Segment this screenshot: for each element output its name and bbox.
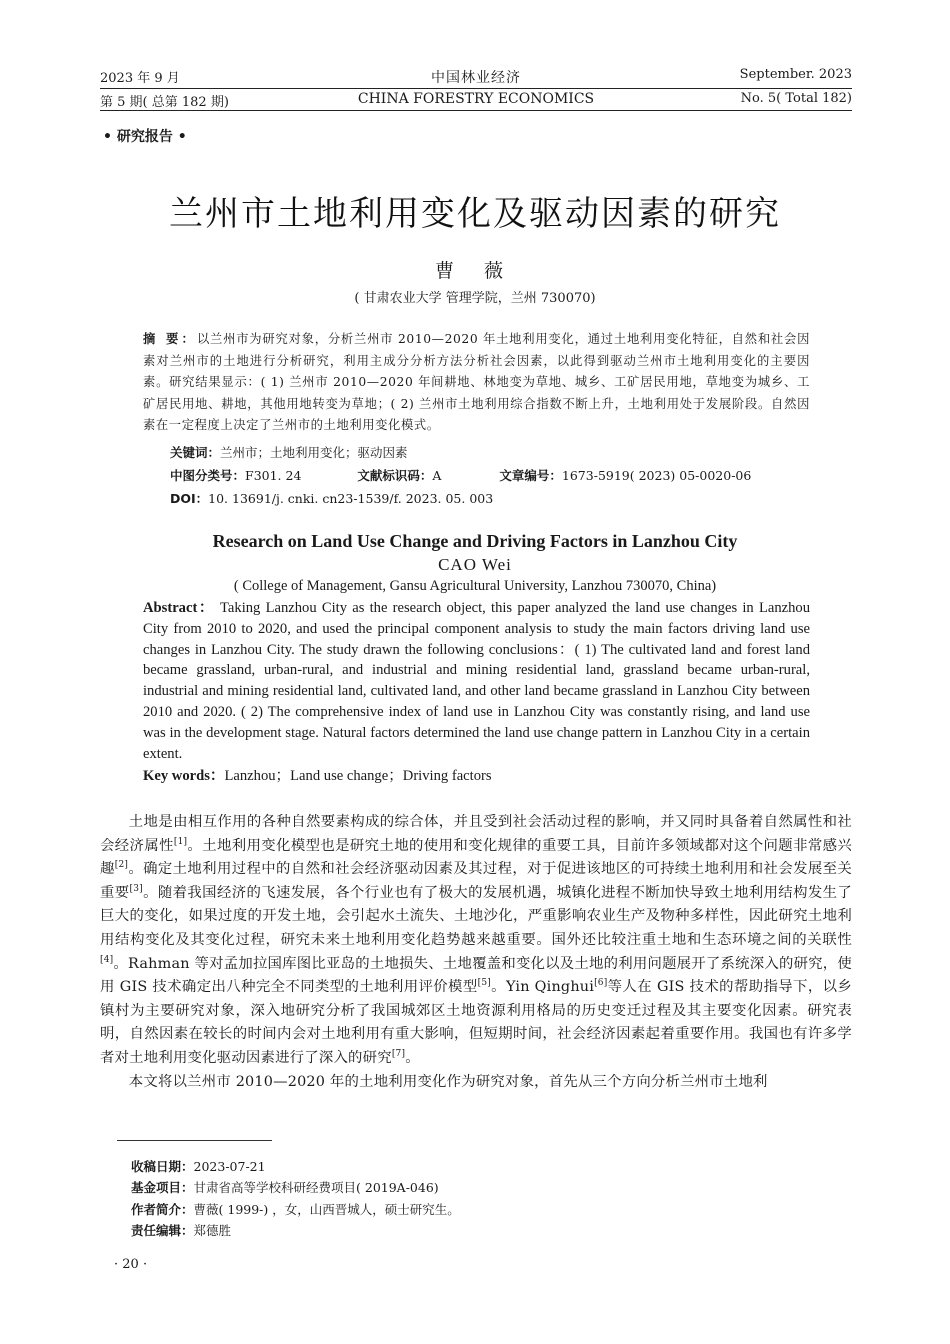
citation-ref-1[interactable]: [1] — [173, 836, 188, 847]
classification-line — [170, 466, 751, 484]
body-text — [100, 811, 852, 1094]
header-journal-en: CHINA FORESTRY ECONOMICS — [357, 91, 595, 107]
body-text-run: 。Yin Qinghui — [490, 979, 595, 996]
keywords-en — [143, 764, 492, 785]
footnote-value: 曹薇( 1999-) ，女，山西晋城人，硕士研究生。 — [193, 1201, 460, 1217]
footnotes — [131, 1156, 460, 1242]
affiliation-cn: ( 甘肃农业大学 管理学院，兰州 730070) — [354, 291, 596, 306]
abstract-en-text: Taking Lanzhou City as the research object, this paper analyzed the land use changes in Lanzhou City from 2010 to 2020, and used the principal component analysis to study the main factors driving land use changes in Lanzhou City. The study drawn the following conclusions：( 1) The cultivated land and forest land became grassland, urban-rural, and industrial and mining residential land, grassland became urban-rural, industrial and mining residential land, cultivated land, and other land became grassland in Lanzhou City between 2010 and 2020. ( 2) The comprehensive index of land use in Lanzhou City was constantly rising, and land use was in the development stage. Natural factors determined the land use change pattern in Lanzhou City in a certain extent. — [143, 600, 810, 762]
abstract-en — [143, 598, 810, 764]
footnote-value: 郑德胜 — [193, 1223, 232, 1239]
footnote-value: 2023-07-21 — [193, 1159, 266, 1174]
header-journal-cn: 中国林业经济 — [431, 70, 521, 86]
footnote-editor — [131, 1220, 460, 1241]
keywords-cn-text: 兰州市；土地利用变化；驱动因素 — [220, 445, 408, 460]
body-text-run: 。 — [405, 1049, 420, 1066]
footnote-label: 作者简介： — [131, 1201, 194, 1217]
clc-label: 中图分类号： — [170, 468, 246, 483]
article-number-label: 文章编号： — [499, 468, 562, 483]
page-number: · 20 · — [114, 1257, 148, 1272]
citation-ref-7[interactable]: [7] — [391, 1049, 406, 1060]
doc-code-label: 文献标识码： — [357, 468, 433, 483]
abstract-cn-text: 以兰州市为研究对象，分析兰州市 2010—2020 年土地利用变化，通过土地利用变化特征，自然和社会因素对兰州市的土地进行分析研究，利用主成分分析方法分析社会因素，以此得到驱动兰州市土地利用变化的主要因素。研究结果显示：( 1) 兰州市 2010—2020 年间耕地、林地变为草地、城乡、工矿居民用地，草地变为城乡、工矿居民用地、耕地，其他用地转变为草地；( 2) 兰州市土地利用综合指数不断上升，土地利用处于发展阶段。自然因素在一定程度上决定了兰州市的土地利用变化模式。 — [143, 332, 811, 432]
keywords-en-text: Lanzhou；Land use change；Driving factors — [224, 768, 492, 784]
paper-title-en: Research on Land Use Change and Driving Factors in Lanzhou City — [212, 531, 738, 551]
author-en: CAO Wei — [438, 555, 512, 574]
header-issue-cn: 第 5 期( 总第 182 期) — [100, 95, 229, 110]
citation-ref-2[interactable]: [2] — [114, 860, 129, 871]
header-issue-en: No. 5( Total 182) — [740, 91, 852, 106]
body-text-run: 土地是由相互作用的各种自然要素构成的综合体，并且受到社会活动过程的影响，并又同时具备着自然属性和社会经济属性 — [100, 814, 852, 854]
body-text-run: 。随着我国经济的飞速发展，各个行业也有了极大的发展机遇，城镇化进程不断加快导致土地利用结构发生了巨大的变化，如果过度的开发土地，会引起水土流失、土地沙化，严重影响农业生产及物种多样性，因此研究土地利用结构变化及其变化过程，研究未来土地利用变化趋势越来越重要。国外还比较注重土地和生态环境之间的关联性 — [100, 884, 852, 948]
author-cn: 曹 薇 — [434, 260, 516, 282]
footnote-label: 基金项目： — [131, 1180, 194, 1196]
citation-ref-4[interactable]: [4] — [100, 954, 114, 965]
doi-label: DOI： — [170, 491, 209, 506]
keywords-cn — [170, 443, 408, 461]
doi-line — [170, 489, 493, 507]
footnote-label: 收稿日期： — [131, 1159, 194, 1174]
section-label: • 研究报告 • — [103, 129, 187, 145]
header-rule-top — [100, 88, 852, 89]
article-number-value: 1673-5919( 2023) 05-0020-06 — [561, 468, 752, 483]
header-rule-bottom — [100, 110, 852, 111]
doc-code-value: A — [432, 468, 442, 483]
paper-title-cn: 兰州市土地利用变化及驱动因素的研究 — [169, 194, 781, 234]
body-text-run: 。Rahman 等对孟加拉国库图比亚岛的土地损失、土地覆盖和变化以及土地的利用问题展开了系统深入的研究，使用 GIS 技术确定出八种完全不同类型的土地利用评价模型 — [100, 955, 852, 996]
body-paragraph-2: 本文将以兰州市 2010—2020 年的土地利用变化作为研究对象，首先从三个方向分析兰州市土地利 — [128, 1073, 768, 1090]
keywords-cn-label: 关键词： — [170, 445, 221, 460]
abstract-en-label: Abstract： — [143, 600, 216, 616]
doi-value: 10. 13691/j. cnki. cn23-1539/f. 2023. 05. 003 — [208, 491, 494, 506]
running-header — [100, 64, 852, 110]
citation-ref-6[interactable]: [6] — [594, 978, 608, 989]
abstract-cn — [143, 329, 810, 437]
body-text-run: 等人在 GIS 技术的帮助指导下，以乡镇村为主要研究对象，深入地研究分析了我国城郊区土地资源利用格局的历史变迁过程及其主要变化因素。研究表明，自然因素在较长的时间内会对土地利用有重大影响，但短期时间，社会经济因素起着重要作用。我国也有许多学者对土地利用变化驱动因素进行了深入的研究 — [100, 979, 852, 1066]
header-date-cn: 2023 年 9 月 — [100, 71, 180, 86]
footnote-received — [131, 1156, 460, 1177]
body-text-run: 。土地利用变化模型也是研究土地的使用和变化规律的重要工具，目前许多领域都对这个问题非常感兴趣 — [100, 837, 852, 878]
clc-value: F301. 24 — [245, 468, 302, 483]
header-date-en: September. 2023 — [739, 67, 852, 82]
keywords-en-label: Key words： — [143, 768, 225, 784]
footnote-label: 责任编辑： — [131, 1223, 194, 1239]
citation-ref-5[interactable]: [5] — [477, 978, 491, 989]
abstract-cn-label: 摘 要： — [143, 332, 197, 346]
footnote-value: 甘肃省高等学校科研经费项目( 2019A-046) — [193, 1180, 439, 1196]
citation-ref-3[interactable]: [3] — [129, 883, 143, 894]
footnote-fund — [131, 1177, 460, 1198]
footnote-rule — [117, 1140, 272, 1141]
affiliation-en: ( College of Management, Gansu Agricultural University, Lanzhou 730070, China) — [233, 578, 717, 594]
footnote-author — [131, 1199, 460, 1220]
body-text-run: 。确定土地利用过程中的自然和社会经济驱动因素及其过程，对于促进该地区的可持续土地利用和社会发展至关重要 — [100, 861, 852, 901]
body-paragraph-1 — [100, 811, 852, 1071]
